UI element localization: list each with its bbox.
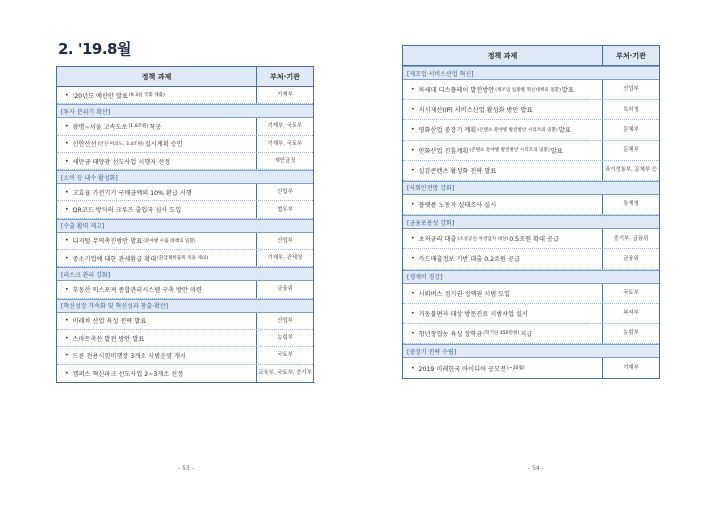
task-text: 고효율 가전기기 구매금액의 10% 환급 시행: [72, 189, 192, 197]
bullet-icon: •: [411, 166, 415, 174]
task-cell: [57, 250, 257, 266]
bullet-icon: •: [65, 369, 69, 377]
task-text-suffix: 발표: [550, 147, 563, 155]
table-row: [57, 330, 313, 347]
bullet-icon: •: [65, 188, 69, 196]
policy-table-left: [56, 66, 314, 383]
table-row: [403, 324, 659, 344]
task-note: (1.8조원): [128, 124, 149, 130]
bullet-icon: •: [65, 351, 69, 359]
section-heading: 2. '19.8월: [58, 40, 131, 58]
dept-cell: 복지부: [623, 310, 639, 317]
task-cell: [57, 347, 257, 363]
task-text: 청년창업농 육성 장학금: [418, 330, 483, 338]
dept-cell: 산업부: [277, 189, 293, 196]
task-note: (~10월): [506, 366, 525, 372]
task-text: 차세대 디스플레이 발전방안: [418, 87, 495, 95]
task-note: (안산·여의도, 3.4조원): [97, 141, 144, 147]
table-row: [57, 87, 313, 104]
task-text: 카드매출정보 기반 대출 0.2조원 공급: [418, 256, 520, 264]
task-text: 초저금리 대출: [418, 236, 457, 244]
task-cell: [403, 229, 603, 248]
header-task: 정책 과제: [57, 67, 257, 86]
section-title: [제조업·서비스산업 혁신]: [403, 66, 659, 80]
bullet-icon: •: [411, 289, 415, 297]
table-row: [57, 184, 313, 201]
task-cell: [403, 195, 603, 214]
task-text-suffix: 지급: [520, 330, 533, 338]
dept-cell: 과기정통부, 문체부 등: [604, 167, 657, 174]
section-title: [수출 활력 제고]: [57, 219, 313, 233]
bullet-icon: •: [65, 157, 69, 165]
dept-cell: 기재부, 관세청: [267, 255, 303, 262]
dept-cell: 금융위: [277, 286, 293, 293]
table-row: [57, 347, 313, 364]
bullet-icon: •: [65, 140, 69, 148]
section-title: [금융포용성 강화]: [403, 215, 659, 229]
table-row: [403, 80, 659, 100]
task-cell: [403, 249, 603, 268]
task-text: 부동산 익스포져 종합관리시스템 구축 방안 마련: [72, 287, 202, 295]
bullet-icon: •: [411, 364, 415, 372]
dept-cell: 산업부: [623, 86, 639, 93]
table-row: [403, 284, 659, 304]
task-cell: [57, 281, 257, 297]
section-title: [생계비 경감]: [403, 270, 659, 284]
task-cell: [403, 120, 603, 139]
task-cell: [57, 87, 257, 103]
table-row: [57, 313, 313, 330]
table-row: [57, 201, 313, 218]
table-row: [403, 161, 659, 181]
table-row: [57, 233, 313, 250]
table-row: [57, 250, 313, 267]
section-title: [리스크 관리 강화]: [57, 267, 313, 281]
task-cell: [403, 161, 603, 180]
bullet-icon: •: [65, 317, 69, 325]
bullet-icon: •: [411, 126, 415, 134]
task-text: 만화산업 진흥계획: [418, 147, 469, 155]
dept-cell: 국토부: [623, 289, 639, 296]
bullet-icon: •: [65, 254, 69, 262]
task-text-suffix: 0.5조원 확대 공급: [509, 236, 559, 244]
dept-cell: 법무부: [277, 206, 293, 213]
table-row: [57, 118, 313, 135]
bullet-icon: •: [65, 237, 69, 245]
page-number: - 53 -: [178, 465, 194, 472]
task-text-suffix: 착공: [149, 123, 162, 131]
dept-cell: 문체부: [623, 147, 639, 154]
dept-cell: 금융위: [623, 255, 639, 262]
task-cell: [403, 100, 603, 119]
dept-cell: 농림부: [277, 335, 293, 342]
task-note: (콘텐츠 분야별 발전방안 시리즈의 일환): [469, 148, 550, 154]
table-row: [57, 365, 313, 382]
table-row: [403, 358, 659, 378]
right-page: [360, 0, 720, 508]
task-cell: [57, 313, 257, 329]
table-row: [403, 141, 659, 161]
dept-cell: 농림부: [623, 330, 639, 337]
bullet-icon: •: [65, 286, 69, 294]
task-text: 새만금 태양광 선도사업 시행자 선정: [72, 158, 171, 166]
task-text: 드론 전용시험비행장 3개소 시범운영 개시: [72, 352, 186, 360]
dept-cell: 새만금청: [274, 157, 296, 164]
dept-cell: 산업부: [277, 237, 293, 244]
task-note: (제조업 업종별 혁신대책의 일환): [495, 87, 561, 93]
table-row: [403, 249, 659, 269]
bullet-icon: •: [65, 334, 69, 342]
task-text: 플랫폼 노동자 실태조사 실시: [418, 202, 497, 210]
bullet-icon: •: [411, 329, 415, 337]
task-cell: [57, 365, 257, 382]
header-dept: 부처·기관: [270, 72, 300, 81]
bullet-icon: •: [411, 106, 415, 114]
section-title: [투자 분위기 확산]: [57, 104, 313, 118]
task-text: QR코드 방식의 크루즈 출입국 심사 도입: [72, 207, 182, 215]
task-text: 실감콘텐츠 활성화 전략 발표: [418, 167, 497, 175]
table-row: [403, 195, 659, 215]
section-title: [사회안전망 강화]: [403, 181, 659, 195]
bullet-icon: •: [411, 146, 415, 154]
bullet-icon: •: [411, 235, 415, 243]
task-note: (분야별 수출 대책의 일환): [143, 238, 196, 244]
section-title: [중장기 전략 수립]: [403, 344, 659, 358]
task-cell: [57, 233, 257, 249]
task-note: (소상공인·자영업자 대상): [457, 236, 509, 242]
task-cell: [403, 358, 603, 378]
table-row: [403, 229, 659, 249]
dept-cell: 특허청: [623, 106, 639, 113]
task-text: 거동불편자 대상 방문진료 시범사업 실시: [418, 310, 529, 318]
task-cell: [57, 330, 257, 346]
policy-table-right: [402, 45, 660, 379]
task-cell: [57, 184, 257, 200]
dept-cell: 국토부: [277, 352, 293, 359]
task-cell: [403, 141, 603, 160]
bullet-icon: •: [65, 206, 69, 214]
task-text: 지식재산(IP) 서비스산업 활성화 방안 발표: [418, 107, 533, 115]
task-text: '20년도 예산안 발표: [72, 92, 128, 100]
table-row: [403, 120, 659, 140]
bullet-icon: •: [411, 255, 415, 263]
task-text: 디지털 무역촉진방안 발표: [72, 238, 143, 246]
task-text: 광명~서울 고속도로: [72, 123, 128, 131]
table-row: [403, 304, 659, 324]
dept-cell: 기재부: [277, 92, 293, 99]
task-text: 2019 미래한국 아이디어 공모전: [418, 365, 506, 373]
task-cell: [403, 284, 603, 303]
task-text-suffix: 발표: [558, 127, 571, 135]
dept-cell: 산업부: [277, 317, 293, 324]
section-title: [소비 등 내수 활성화]: [57, 170, 313, 184]
task-text: 미래차 산업 육성 전략 발표: [72, 318, 147, 326]
dept-cell: 중기부, 금융위: [613, 235, 649, 242]
task-note: (콘텐츠 분야별 발전방안 시리즈의 일환): [477, 127, 558, 133]
bullet-icon: •: [411, 86, 415, 94]
task-text-suffix: 발표: [561, 87, 574, 95]
task-cell: [57, 118, 257, 134]
task-cell: [57, 201, 257, 217]
dept-cell: 문체부: [623, 126, 639, 133]
bullet-icon: •: [411, 201, 415, 209]
dept-cell: 통계청: [623, 201, 639, 208]
dept-cell: 기재부, 국토부: [267, 123, 303, 130]
section-title: [혁신성장 가속화 및 혁신성과 창출·확산]: [57, 299, 313, 313]
task-note: (학기당 450만원): [483, 331, 520, 337]
table-header: [403, 46, 659, 66]
task-text: 영화산업 중장기 계획: [418, 127, 477, 135]
task-note: (환급제한품목 적용 제외): [157, 256, 209, 262]
dept-cell: 교육부, 국토부, 중기부: [258, 370, 312, 377]
bullet-icon: •: [65, 91, 69, 99]
dept-cell: 기재부, 국토부: [267, 140, 303, 147]
bullet-icon: •: [411, 309, 415, 317]
task-note: (9.3일 국회 제출): [128, 93, 165, 99]
table-header: [57, 67, 313, 87]
bullet-icon: •: [65, 122, 69, 130]
task-text: 중소기업에 대한 관세환급 확대: [72, 255, 157, 263]
table-row: [57, 136, 313, 153]
task-text: 스마트축산 발전 방안 발표: [72, 335, 145, 343]
table-row: [57, 281, 313, 298]
task-cell: [57, 153, 257, 169]
task-cell: [403, 324, 603, 343]
task-cell: [403, 304, 603, 323]
task-text: 캠퍼스 혁신파크 선도사업 2~3개소 선정: [72, 370, 184, 378]
task-text: 신안산선: [72, 141, 97, 149]
header-task: 정책 과제: [403, 46, 603, 65]
table-row: [57, 153, 313, 170]
task-text: 시외버스 정기권·정액권 시범 도입: [418, 290, 511, 298]
task-text-suffix: 실시계획 승인: [144, 141, 183, 149]
task-cell: [57, 136, 257, 152]
dept-cell: 기재부: [623, 365, 639, 372]
task-cell: [403, 80, 603, 99]
header-dept: 부처·기관: [616, 51, 646, 60]
page-number: - 54 -: [528, 465, 544, 472]
table-row: [403, 100, 659, 120]
